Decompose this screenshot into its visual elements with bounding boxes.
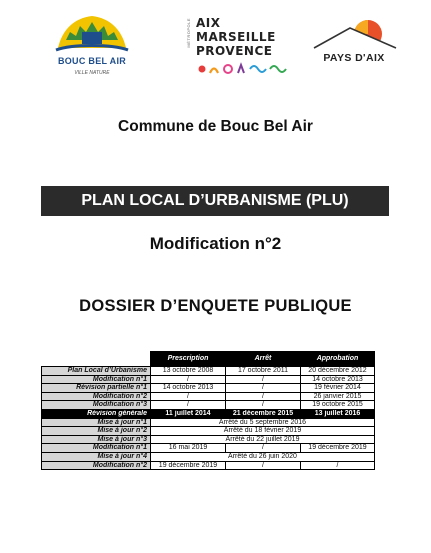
cell-arret: / <box>226 384 301 393</box>
cell-approbation: 13 juillet 2016 <box>301 409 375 418</box>
table-header-blank <box>42 352 151 367</box>
cell-arret: / <box>226 461 301 470</box>
cell-merged: Arrêté du 22 juillet 2019 <box>151 435 375 444</box>
bouc-bel-air-tagline: VILLE NATURE <box>74 70 110 76</box>
table-header-approbation: Approbation <box>301 352 375 367</box>
amp-line-2: MARSEILLE <box>196 30 276 44</box>
table-row <box>42 444 375 453</box>
row-label: Mise à jour n°3 <box>42 435 151 444</box>
cell-prescription: 13 octobre 2008 <box>151 367 226 376</box>
table-row <box>42 435 375 444</box>
amp-line-3: PROVENCE <box>196 44 273 58</box>
table-row <box>42 384 375 393</box>
cell-prescription: / <box>151 401 226 410</box>
cell-approbation: 20 décembre 2012 <box>301 367 375 376</box>
cell-arret: 21 décembre 2015 <box>226 409 301 418</box>
cell-merged: Arrêté du 5 septembre 2016 <box>151 418 375 427</box>
bouc-bel-air-logo <box>52 10 132 82</box>
row-label: Modification n°2 <box>42 392 151 401</box>
row-label: Modification n°1 <box>42 444 151 453</box>
row-label: Révision générale <box>42 409 151 418</box>
cell-merged: Arrêté du 26 juin 2020 <box>151 452 375 461</box>
dossier-title: DOSSIER D’ENQUETE PUBLIQUE <box>79 297 352 315</box>
plu-title-bar: PLAN LOCAL D’URBANISME (PLU) <box>41 186 389 216</box>
cell-arret: / <box>226 444 301 453</box>
row-label: Mise à jour n°1 <box>42 418 151 427</box>
pays-d-aix-logo <box>306 14 402 74</box>
bouc-bel-air-wordmark: BOUC BEL AIR <box>57 56 127 66</box>
cell-prescription: 16 mai 2019 <box>151 444 226 453</box>
cell-arret: / <box>226 392 301 401</box>
amp-line-1: AIX <box>196 16 221 30</box>
cell-approbation: 19 février 2014 <box>301 384 375 393</box>
table-header-row <box>42 352 375 367</box>
cell-arret: 17 octobre 2011 <box>226 367 301 376</box>
pays-d-aix-wordmark: PAYS D'AIX <box>323 52 385 64</box>
table-row <box>42 375 375 384</box>
cell-approbation: 19 octobre 2015 <box>301 401 375 410</box>
cell-approbation: 14 octobre 2013 <box>301 375 375 384</box>
table-row <box>42 401 375 410</box>
row-label: Mise à jour n°2 <box>42 427 151 436</box>
cell-arret: / <box>226 375 301 384</box>
table-row-revision-generale <box>42 409 375 418</box>
procedure-table <box>41 351 375 470</box>
commune-title: Commune de Bouc Bel Air <box>118 118 313 135</box>
table-row <box>42 367 375 376</box>
table-header-arret: Arrêt <box>226 352 301 367</box>
pays-d-aix-sun-icon <box>306 14 402 50</box>
cell-prescription: 14 octobre 2013 <box>151 384 226 393</box>
table-row <box>42 461 375 470</box>
row-label: Modification n°3 <box>42 401 151 410</box>
table-row <box>42 427 375 436</box>
modification-title: Modification n°2 <box>149 234 282 253</box>
row-label: Mise à jour n°4 <box>42 452 151 461</box>
row-label: Modification n°1 <box>42 375 151 384</box>
bouc-bel-air-emblem-icon <box>52 10 132 56</box>
table-row <box>42 392 375 401</box>
row-label: Plan Local d’Urbanisme <box>42 367 151 376</box>
aix-marseille-provence-logo <box>188 14 298 84</box>
amp-side-text: MÉTROPOLE <box>186 18 191 48</box>
row-label: Révision partielle n°1 <box>42 384 151 393</box>
cell-arret: / <box>226 401 301 410</box>
table-row <box>42 418 375 427</box>
cell-prescription: 11 juillet 2014 <box>151 409 226 418</box>
table-row <box>42 452 375 461</box>
cell-approbation: 19 décembre 2019 <box>301 444 375 453</box>
row-label: Modification n°2 <box>42 461 151 470</box>
cell-approbation: / <box>301 461 375 470</box>
cell-merged: Arrêté du 18 février 2019 <box>151 427 375 436</box>
cell-approbation: 26 janvier 2015 <box>301 392 375 401</box>
cell-prescription: / <box>151 392 226 401</box>
cell-prescription: 19 décembre 2019 <box>151 461 226 470</box>
table-header-prescription: Prescription <box>151 352 226 367</box>
cell-prescription: / <box>151 375 226 384</box>
amp-symbols-icon <box>196 62 292 76</box>
